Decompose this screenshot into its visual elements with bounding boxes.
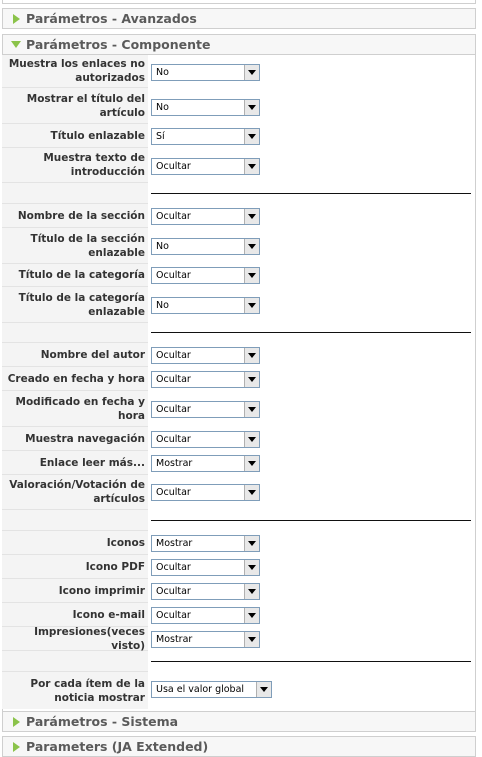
dropdown-arrow-icon [244,584,259,599]
param-label: Título enlazable [2,124,148,148]
param-label: Modificado en fecha y hora [2,391,148,427]
param-label: Impresiones(veces visto) [2,627,148,651]
dropdown-arrow-icon [244,129,259,144]
dropdown-arrow-icon [244,536,259,551]
param-label: Título de la categoría enlazable [2,287,148,323]
panel-header-avanzados[interactable] [2,8,476,29]
param-select[interactable]: Ocultar [151,559,260,576]
dropdown-arrow-icon [244,159,259,174]
param-label: Nombre de la sección [2,204,148,228]
param-label: Título de la sección enlazable [2,228,148,264]
dropdown-arrow-icon [244,372,259,387]
param-select[interactable]: Ocultar [151,208,260,225]
panel-title: Parámetros - Avanzados [26,11,197,26]
param-label: Icono PDF [2,555,148,579]
param-select[interactable]: Ocultar [151,607,260,624]
expand-arrow-icon [9,12,23,26]
param-label: Muestra los enlaces no autorizados [2,55,148,88]
panel-title: Parameters (JA Extended) [26,739,209,754]
spacer-row [2,510,148,531]
param-select[interactable]: Mostrar [151,455,260,472]
param-select[interactable]: No [151,64,260,81]
dropdown-arrow-icon [244,560,259,575]
separator-line [151,332,471,333]
param-label: Valoración/Votación de artículos [2,475,148,510]
param-select[interactable]: Ocultar [151,484,260,501]
param-select[interactable]: Ocultar [151,347,260,364]
param-select[interactable]: Ocultar [151,158,260,175]
panel-header-ja-extended[interactable] [2,736,476,757]
separator-line [151,520,471,521]
dropdown-arrow-icon [244,632,259,647]
dropdown-arrow-icon [256,682,271,697]
param-label: Por cada ítem de la noticia mostrar [2,672,148,709]
dropdown-arrow-icon [244,209,259,224]
separator-line [151,193,471,194]
dropdown-arrow-icon [244,100,259,115]
param-select[interactable]: Ocultar [151,583,260,600]
spacer-row [2,183,148,204]
previous-panel-edge [2,0,476,4]
param-label: Creado en fecha y hora [2,367,148,391]
param-label: Iconos [2,531,148,555]
param-select[interactable]: Ocultar [151,401,260,418]
param-select[interactable]: No [151,238,260,255]
param-select[interactable]: Mostrar [151,631,260,648]
spacer-row [2,323,148,343]
dropdown-arrow-icon [244,65,259,80]
param-label: Mostrar el título del artículo [2,88,148,124]
param-select[interactable]: No [151,297,260,314]
separator-line [151,661,471,662]
param-label: Icono imprimir [2,579,148,603]
param-select[interactable]: Sí [151,128,260,145]
param-select[interactable]: Ocultar [151,267,260,284]
dropdown-arrow-icon [244,485,259,500]
panel-header-sistema[interactable] [2,711,476,732]
param-select[interactable]: Usa el valor global [151,681,272,698]
param-label: Muestra texto de introducción [2,148,148,183]
dropdown-arrow-icon [244,608,259,623]
spacer-row [2,651,148,672]
param-label: Icono e-mail [2,603,148,627]
dropdown-arrow-icon [244,432,259,447]
param-select[interactable]: Ocultar [151,431,260,448]
dropdown-arrow-icon [244,268,259,283]
panel-header-componente[interactable] [2,34,476,55]
panel-title: Parámetros - Componente [26,37,211,52]
expand-arrow-icon [9,715,23,729]
dropdown-arrow-icon [244,456,259,471]
panel-title: Parámetros - Sistema [26,714,179,729]
param-label: Enlace leer más... [2,451,148,475]
dropdown-arrow-icon [244,298,259,313]
collapse-arrow-icon [9,38,23,52]
dropdown-arrow-icon [244,239,259,254]
param-select[interactable]: Ocultar [151,371,260,388]
param-select[interactable]: No [151,99,260,116]
param-select[interactable]: Mostrar [151,535,260,552]
param-label: Nombre del autor [2,343,148,367]
param-label: Título de la categoría [2,264,148,287]
param-label: Muestra navegación [2,427,148,451]
dropdown-arrow-icon [244,402,259,417]
dropdown-arrow-icon [244,348,259,363]
expand-arrow-icon [9,740,23,754]
